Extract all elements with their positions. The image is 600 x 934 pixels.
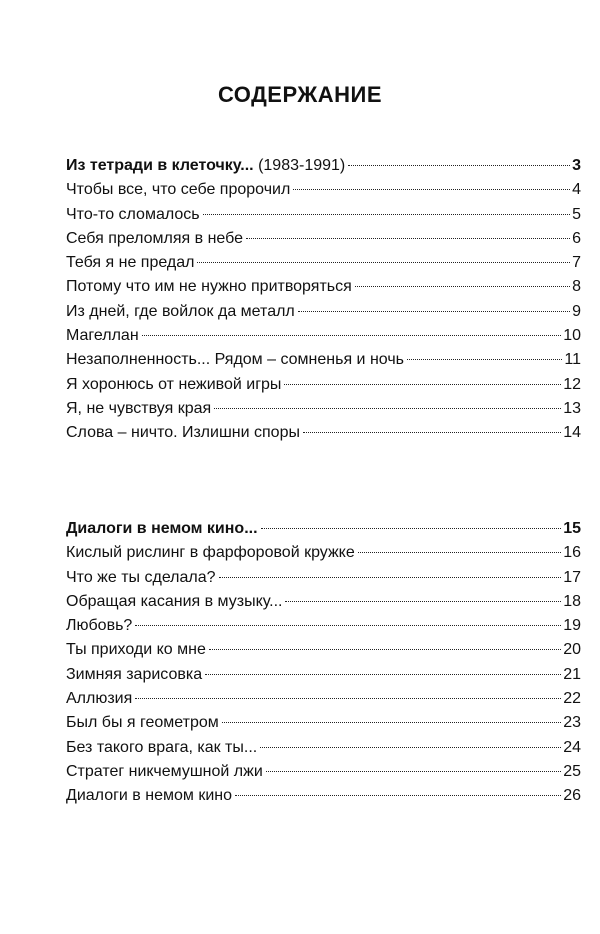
dot-leader	[284, 384, 561, 385]
entry-page-number: 25	[563, 762, 581, 780]
dot-leader	[135, 698, 561, 699]
toc-entry	[66, 300, 581, 324]
entry-title: Слова – ничто. Излишни споры	[66, 424, 300, 442]
entry-page-number: 18	[563, 592, 581, 610]
entry-title: Стратег никчемушной лжи	[66, 762, 263, 780]
toc-entry	[66, 638, 581, 662]
toc-entry	[66, 324, 581, 348]
toc-entry	[66, 736, 581, 760]
entry-title: Я хоронюсь от неживой игры	[66, 375, 282, 393]
entry-title: Без такого врага, как ты...	[66, 738, 258, 756]
dot-leader	[303, 432, 561, 433]
toc-entry	[66, 275, 581, 299]
toc-entry	[66, 227, 581, 251]
entry-title: Что же ты сделала?	[66, 568, 216, 586]
entry-page-number: 10	[563, 327, 581, 345]
dot-leader	[197, 262, 570, 263]
toc-section-1	[66, 154, 581, 446]
entry-title: Кислый рислинг в фарфоровой кружке	[66, 544, 355, 562]
toc-entry	[66, 397, 581, 421]
toc-entry	[66, 373, 581, 397]
dot-leader	[219, 577, 562, 578]
section-title: Диалоги в немом кино...	[66, 520, 258, 537]
entry-title: Диалоги в немом кино	[66, 787, 232, 805]
dot-leader	[142, 335, 562, 336]
entry-page-number: 6	[572, 229, 581, 247]
entry-page-number: 26	[563, 787, 581, 805]
toc-section-2	[66, 517, 581, 809]
toc-entry	[66, 590, 581, 614]
entry-page-number: 14	[563, 424, 581, 442]
entry-page-number: 24	[563, 738, 581, 756]
section-subtitle: (1983-1991)	[258, 157, 346, 174]
dot-leader	[261, 528, 562, 529]
dot-leader	[293, 189, 570, 190]
entry-title: Что-то сломалось	[66, 205, 200, 223]
toc-section-heading	[66, 154, 581, 178]
dot-leader	[358, 552, 561, 553]
dot-leader	[203, 214, 571, 215]
toc-entry	[66, 541, 581, 565]
dot-leader	[407, 359, 562, 360]
entry-page-number: 5	[572, 205, 581, 223]
dot-leader	[355, 286, 570, 287]
toc-entry	[66, 251, 581, 275]
dot-leader	[266, 771, 561, 772]
dot-leader	[205, 674, 561, 675]
toc-entry	[66, 178, 581, 202]
entry-page-number: 12	[563, 375, 581, 393]
toc-entry	[66, 614, 581, 638]
dot-leader	[209, 649, 561, 650]
entry-title: Любовь?	[66, 617, 133, 635]
entry-title: Обращая касания в музыку...	[66, 592, 283, 610]
entry-page-number: 9	[572, 302, 581, 320]
dot-leader	[135, 625, 561, 626]
toc-entry	[66, 663, 581, 687]
entry-title: Ты приходи ко мне	[66, 641, 206, 659]
entry-page-number: 23	[563, 714, 581, 732]
toc-entry	[66, 203, 581, 227]
section-page-number: 3	[572, 157, 581, 174]
section-page-number: 15	[563, 520, 581, 537]
toc-entry	[66, 711, 581, 735]
entry-title: Потому что им не нужно притворяться	[66, 278, 352, 296]
dot-leader	[246, 238, 570, 239]
entry-title: Зимняя зарисовка	[66, 665, 203, 683]
toc-entry	[66, 760, 581, 784]
entry-title: Чтобы все, что себе пророчил	[66, 181, 291, 199]
entry-title: Аллюзия	[66, 690, 133, 708]
entry-page-number: 11	[564, 351, 581, 369]
toc-entry	[66, 348, 581, 372]
entry-page-number: 17	[563, 568, 581, 586]
entry-page-number: 13	[563, 399, 581, 417]
entry-title: Магеллан	[66, 327, 139, 345]
entry-title: Тебя я не предал	[66, 254, 195, 272]
entry-page-number: 7	[572, 254, 581, 272]
dot-leader	[298, 311, 570, 312]
entry-title: Незаполненность... Рядом – сомненья и ночь	[66, 351, 404, 369]
entry-title: Я, не чувствуя края	[66, 399, 212, 417]
dot-leader	[348, 165, 570, 166]
section-title: Из тетради в клеточку...	[66, 157, 254, 174]
entry-page-number: 8	[572, 278, 581, 296]
entry-page-number: 4	[572, 181, 581, 199]
entry-page-number: 22	[563, 690, 581, 708]
toc-section-heading	[66, 517, 581, 541]
entry-title: Был бы я геометром	[66, 714, 219, 732]
dot-leader	[235, 795, 561, 796]
dot-leader	[260, 747, 561, 748]
dot-leader	[285, 601, 561, 602]
toc-entry	[66, 421, 581, 445]
entry-title: Из дней, где войлок да металл	[66, 302, 295, 320]
toc-entry	[66, 566, 581, 590]
toc-entry	[66, 687, 581, 711]
page-title: СОДЕРЖАНИЕ	[217, 82, 383, 107]
entry-page-number: 19	[563, 617, 581, 635]
dot-leader	[214, 408, 561, 409]
entry-page-number: 16	[563, 544, 581, 562]
entry-page-number: 21	[563, 665, 581, 683]
dot-leader	[222, 722, 561, 723]
entry-title: Себя преломляя в небе	[66, 229, 244, 247]
toc-entry	[66, 784, 581, 808]
entry-page-number: 20	[563, 641, 581, 659]
